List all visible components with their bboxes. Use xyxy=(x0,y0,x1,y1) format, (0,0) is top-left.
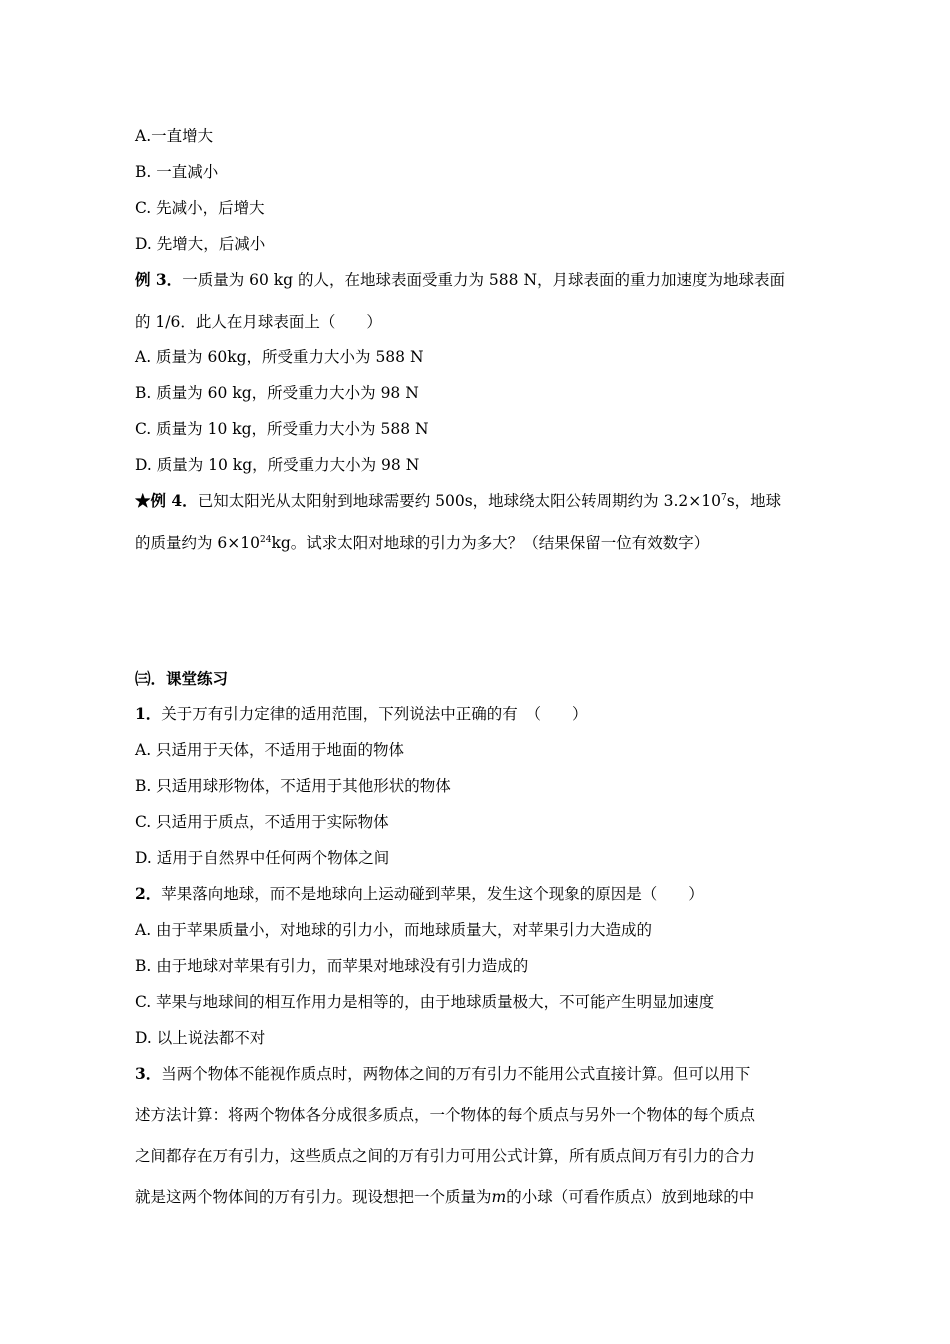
example-3-option-a: A. 质量为 60kg，所受重力大小为 588 N xyxy=(135,348,424,366)
example-3-line-1 xyxy=(135,270,785,290)
example-3-label: 例 3． xyxy=(135,270,183,289)
exercise-2-option-b: B. 由于地球对苹果有引力，而苹果对地球没有引力造成的 xyxy=(135,957,529,975)
exercise-3-text-a: 就是这两个物体间的万有引力。现设想把一个质量为 xyxy=(135,1188,492,1206)
exercise-1-stem xyxy=(135,704,588,724)
exercise-2-stem xyxy=(135,884,704,904)
example-4-text-b: s，地球 xyxy=(726,492,782,510)
example-4-text-c: 的质量约为 6×10 xyxy=(135,534,260,552)
example-3-option-b: B. 质量为 60 kg，所受重力大小为 98 N xyxy=(135,384,419,402)
exercise-1-option-d: D. 适用于自然界中任何两个物体之间 xyxy=(135,849,390,867)
exponent: 24 xyxy=(260,535,272,545)
exercise-2-text: 苹果落向地球，而不是地球向上运动碰到苹果，发生这个现象的原因是（ ） xyxy=(161,885,704,903)
q2-option-d: D. 先增大，后减小 xyxy=(135,235,266,253)
example-4-text-a: 已知太阳光从太阳射到地球需要约 500s，地球绕太阳公转周期约为 3.2×10 xyxy=(197,492,721,510)
exercise-3-line-1 xyxy=(135,1064,750,1084)
example-4-line-2 xyxy=(135,533,709,553)
example-4-text-d: kg。试求太阳对地球的引力为多大？（结果保留一位有效数字） xyxy=(271,534,710,552)
example-3-text: 一质量为 60 kg 的人，在地球表面受重力为 588 N，月球表面的重力加速度为地球表面 xyxy=(182,271,786,289)
exercise-3-text: 当两个物体不能视作质点时，两物体之间的万有引力不能用公式直接计算。但可以用下 xyxy=(161,1065,751,1083)
exercise-1-option-a: A. 只适用于天体，不适用于地面的物体 xyxy=(135,741,405,759)
exercise-1-option-c: C. 只适用于质点，不适用于实际物体 xyxy=(135,813,389,831)
q2-option-a: A.一直增大 xyxy=(135,127,214,145)
exercise-3-number: 3． xyxy=(135,1064,162,1083)
example-3-option-c: C. 质量为 10 kg，所受重力大小为 588 N xyxy=(135,420,429,438)
exponent: 7 xyxy=(720,493,727,503)
exercise-2-option-d: D. 以上说法都不对 xyxy=(135,1029,266,1047)
exercise-1-text: 关于万有引力定律的适用范围，下列说法中正确的有 （ ） xyxy=(161,705,588,723)
example-3-option-d: D. 质量为 10 kg，所受重力大小为 98 N xyxy=(135,456,420,474)
mass-variable: m xyxy=(491,1188,507,1206)
exercise-2-option-c: C. 苹果与地球间的相互作用力是相等的，由于地球质量极大，不可能产生明显加速度 xyxy=(135,993,715,1011)
exercise-2-number: 2． xyxy=(135,884,162,903)
example-4-line-1 xyxy=(135,491,781,511)
exercise-2-option-a: A. 由于苹果质量小，对地球的引力小，而地球质量大，对苹果引力大造成的 xyxy=(135,921,653,939)
exercise-1-option-b: B. 只适用球形物体，不适用于其他形状的物体 xyxy=(135,777,451,795)
example-4-label: ★例 4． xyxy=(135,491,198,510)
exercise-3-line-4 xyxy=(135,1187,754,1207)
q2-option-b: B. 一直减小 xyxy=(135,163,219,181)
exercise-3-line-2: 述方法计算：将两个物体各分成很多质点，一个物体的每个质点与另外一个物体的每个质点 xyxy=(135,1106,756,1124)
exercise-1-number: 1． xyxy=(135,704,162,723)
q2-option-c: C. 先减小，后增大 xyxy=(135,199,265,217)
example-3-line-2: 的 1/6．此人在月球表面上（ ） xyxy=(135,313,382,331)
section-heading: ㈢．课堂练习 xyxy=(135,669,229,688)
exercise-3-text-b: 的小球（可看作质点）放到地球的中 xyxy=(506,1188,755,1206)
exercise-3-line-3: 之间都存在万有引力，这些质点之间的万有引力可用公式计算，所有质点间万有引力的合力 xyxy=(135,1147,756,1165)
